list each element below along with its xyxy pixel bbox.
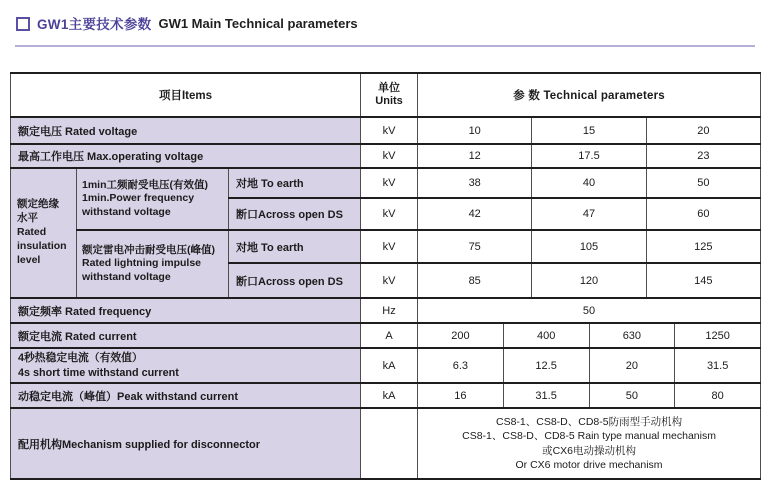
pf-to-earth-label: 对地 To earth (229, 168, 361, 198)
peak-current-label: 动稳定电流（峰值）Peak withstand current (11, 383, 361, 408)
rated-frequency-label: 额定频率 Rated frequency (11, 298, 361, 323)
pf-to-earth-value: 50 (646, 168, 760, 198)
col-header-units (361, 73, 418, 117)
row-rated-voltage (11, 117, 761, 144)
rated-current-unit: A (361, 323, 418, 348)
short-time-current-value: 31.5 (675, 348, 761, 383)
row-rated-current (11, 323, 761, 348)
li-across-label: 断口Across open DS (229, 263, 361, 298)
rated-current-value: 1250 (675, 323, 761, 348)
mechanism-unit-empty (361, 408, 418, 479)
li-across-unit: kV (361, 263, 418, 298)
short-time-current-value: 6.3 (418, 348, 504, 383)
li-across-value: 145 (646, 263, 760, 298)
peak-current-unit: kA (361, 383, 418, 408)
li-to-earth-unit: kV (361, 230, 418, 263)
pf-across-unit: kV (361, 198, 418, 230)
li-to-earth-value: 125 (646, 230, 760, 263)
li-across-value: 120 (532, 263, 646, 298)
short-time-current-value: 20 (589, 348, 675, 383)
pf-across-label: 断口Across open DS (229, 198, 361, 230)
technical-parameters-table (10, 72, 761, 480)
insulation-level-group-label: 额定绝缘 水平 Rated insulation level (11, 168, 77, 298)
peak-current-value: 16 (418, 383, 504, 408)
li-across-value: 85 (418, 263, 532, 298)
rated-frequency-value: 50 (418, 298, 761, 323)
pf-to-earth-value: 38 (418, 168, 532, 198)
short-time-current-unit: kA (361, 348, 418, 383)
max-operating-voltage-value: 17.5 (532, 144, 646, 168)
section-marker-icon (16, 17, 30, 31)
row-peak-current (11, 383, 761, 408)
li-to-earth-label: 对地 To earth (229, 230, 361, 263)
pf-to-earth-value: 40 (532, 168, 646, 198)
rated-voltage-value: 15 (532, 117, 646, 144)
row-lightning-to-earth (11, 230, 761, 263)
rated-current-value: 200 (418, 323, 504, 348)
max-operating-voltage-label: 最高工作电压 Max.operating voltage (11, 144, 361, 168)
row-max-operating-voltage (11, 144, 761, 168)
row-mechanism (11, 408, 761, 479)
max-operating-voltage-value: 23 (646, 144, 760, 168)
mechanism-value: CS8-1、CS8-D、CD8-5防雨型手动机构 CS8-1、CS8-D、CD8-5 Rain type manual mechanism 或CX6电动操动机构 Or CX6 motor drive mechanism (418, 408, 761, 479)
rated-current-value: 630 (589, 323, 675, 348)
max-operating-voltage-value: 12 (418, 144, 532, 168)
row-power-frequency-to-earth (11, 168, 761, 198)
table-header-row (11, 73, 761, 117)
pf-across-value: 42 (418, 198, 532, 230)
mechanism-label: 配用机构Mechanism supplied for disconnector (11, 408, 361, 479)
rated-voltage-label: 额定电压 Rated voltage (11, 117, 361, 144)
col-header-items: 项目Items (11, 73, 361, 117)
title-divider (15, 45, 755, 47)
pf-across-value: 60 (646, 198, 760, 230)
section-title (16, 13, 358, 33)
pf-to-earth-unit: kV (361, 168, 418, 198)
pf-across-value: 47 (532, 198, 646, 230)
rated-voltage-value: 10 (418, 117, 532, 144)
rated-current-value: 400 (503, 323, 589, 348)
short-time-current-label: 4秒热稳定电流（有效值） 4s short time withstand current (11, 348, 361, 383)
units-header-zh: 单位 (378, 81, 401, 94)
peak-current-value: 80 (675, 383, 761, 408)
units-header-en: Units (375, 95, 403, 107)
row-rated-frequency (11, 298, 761, 323)
lightning-impulse-label: 额定雷电冲击耐受电压(峰值) Rated lightning impulse withstand voltage (77, 230, 229, 298)
rated-current-label: 额定电流 Rated current (11, 323, 361, 348)
peak-current-value: 31.5 (503, 383, 589, 408)
short-time-current-value: 12.5 (503, 348, 589, 383)
rated-voltage-unit: kV (361, 117, 418, 144)
li-to-earth-value: 105 (532, 230, 646, 263)
rated-voltage-value: 20 (646, 117, 760, 144)
section-title-en: GW1 Main Technical parameters (158, 15, 358, 31)
power-frequency-label: 1min工频耐受电压(有效值) 1min.Power frequency withstand voltage (77, 168, 229, 230)
row-short-time-current (11, 348, 761, 383)
peak-current-value: 50 (589, 383, 675, 408)
max-operating-voltage-unit: kV (361, 144, 418, 168)
li-to-earth-value: 75 (418, 230, 532, 263)
rated-frequency-unit: Hz (361, 298, 418, 323)
section-title-zh: GW1主要技术参数 (37, 17, 152, 32)
col-header-params: 参 数 Technical parameters (418, 73, 761, 117)
